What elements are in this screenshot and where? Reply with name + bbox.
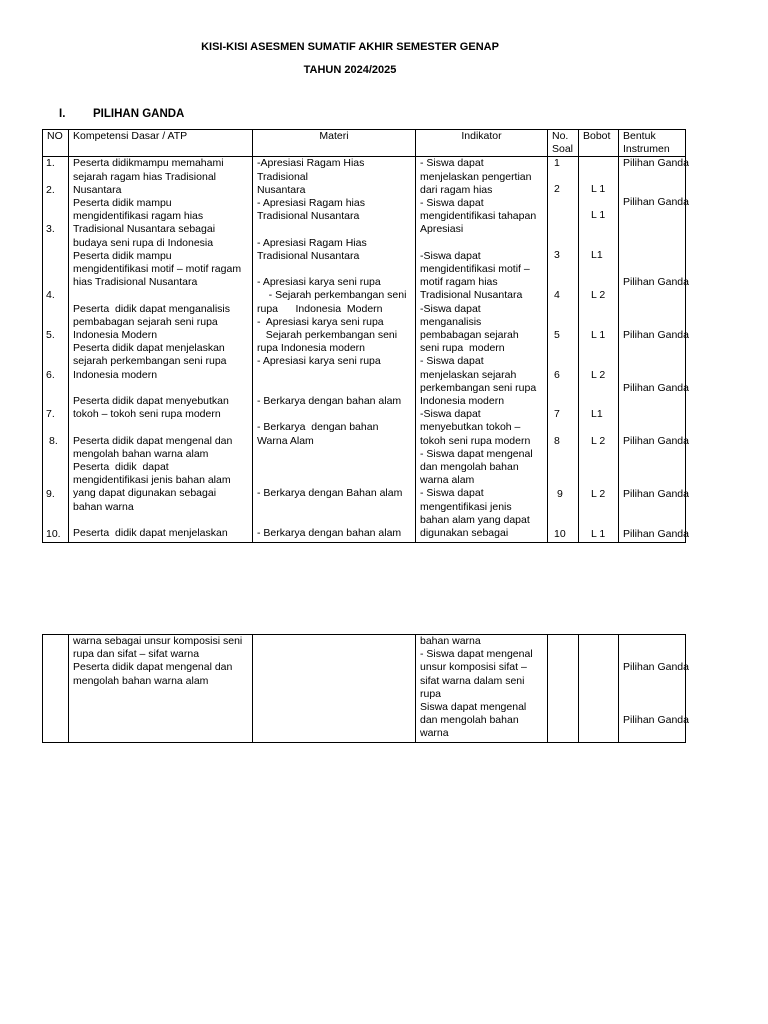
header-indikator: Indikator — [416, 130, 548, 157]
bobot-value: L 1 — [591, 528, 606, 541]
document-title: KISI-KISI ASESMEN SUMATIF AKHIR SEMESTER GENAP — [201, 41, 499, 53]
cell-materi-text — [253, 635, 416, 743]
cell-bentuk-column — [619, 635, 689, 743]
cell-bentuk-column — [619, 157, 689, 543]
bentuk-value: Pilihan Ganda — [623, 488, 689, 501]
header-no: NO — [43, 130, 69, 157]
soal-number: 10 — [554, 528, 566, 541]
table-body-row — [43, 157, 686, 543]
row-number: 2. — [46, 184, 55, 197]
table-header-row — [43, 130, 686, 157]
bentuk-value: Pilihan Ganda — [623, 196, 689, 209]
row-number: 8. — [49, 435, 58, 448]
soal-number: 2 — [554, 183, 560, 196]
bentuk-value: Pilihan Ganda — [623, 382, 689, 395]
cell-soal-column — [548, 635, 579, 743]
kisi-kisi-table-continued — [42, 634, 689, 743]
cell-bobot-column — [579, 157, 619, 543]
row-number: 10. — [46, 528, 61, 541]
soal-number: 7 — [554, 408, 560, 421]
bobot-value: L 2 — [591, 369, 606, 382]
row-number: 3. — [46, 223, 55, 236]
bentuk-value: Pilihan Ganda — [623, 157, 689, 170]
document-year: TAHUN 2024/2025 — [303, 64, 397, 76]
header-materi: Materi — [253, 130, 416, 157]
bobot-value: L 1 — [591, 209, 606, 222]
bobot-value: L 1 — [591, 329, 606, 342]
cell-no-column — [43, 635, 69, 743]
cell-kompetensi-text: warna sebagai unsur komposisi seni rupa dan sifat – sifat warna Peserta didik dapat mengenal dan mengolah bahan warna alam — [69, 635, 253, 743]
header-bobot: Bobot — [579, 130, 619, 157]
section-heading — [59, 108, 184, 120]
soal-number: 9 — [557, 488, 563, 501]
table-body-row — [43, 635, 686, 743]
cell-indikator-text: - Siswa dapat menjelaskan pengertian dari ragam hias - Siswa dapat mengidentifikasi tahapan Apresiasi -Siswa dapat mengidentifikasi motif – motif ragam hias Tradisional Nusantara -Siswa dapat menganalisis pembabagan sejarah seni rupa modern - Siswa dapat menjelaskan sejarah perkembangan seni rupa Indonesia modern -Siswa dapat menyebutkan tokoh – tokoh seni rupa modern - Siswa dapat mengenal dan mengolah bahan warna alam - Siswa dapat mengentifikasi jenis bahan alam yang dapat digunakan sebagai — [416, 157, 548, 543]
soal-number: 1 — [554, 157, 560, 170]
cell-indikator-text: bahan warna - Siswa dapat mengenal unsur komposisi sifat – sifat warna dalam seni rupa Siswa dapat mengenal dan mengolah bahan warna — [416, 635, 548, 743]
row-number: 6. — [46, 369, 55, 382]
bentuk-value: Pilihan Ganda — [623, 435, 689, 448]
bobot-value: L 1 — [591, 183, 606, 196]
header-no-soal: No. Soal — [548, 130, 579, 157]
bentuk-value: Pilihan Ganda — [623, 329, 689, 342]
soal-number: 3 — [554, 249, 560, 262]
cell-no-column — [43, 157, 69, 543]
bobot-value: L1 — [591, 249, 603, 262]
soal-number: 4 — [554, 289, 560, 302]
bobot-value: L 2 — [591, 289, 606, 302]
kisi-kisi-table — [42, 129, 689, 543]
bobot-value: L 2 — [591, 435, 606, 448]
cell-bobot-column — [579, 635, 619, 743]
bentuk-value: Pilihan Ganda — [623, 276, 689, 289]
row-number: 9. — [46, 488, 55, 501]
bobot-value: L 2 — [591, 488, 606, 501]
row-number: 4. — [46, 289, 55, 302]
row-number: 7. — [46, 408, 55, 421]
bentuk-value: Pilihan Ganda — [623, 528, 689, 541]
soal-number: 5 — [554, 329, 560, 342]
cell-soal-column — [548, 157, 579, 543]
bobot-value: L1 — [591, 408, 603, 421]
section-label: PILIHAN GANDA — [93, 108, 185, 120]
row-number: 1. — [46, 157, 55, 170]
header-bentuk: Bentuk Instrumen — [619, 130, 686, 157]
cell-materi-text: -Apresiasi Ragam Hias Tradisional Nusantara - Apresiasi Ragam hias Tradisional Nusantara - Apresiasi Ragam Hias Tradisional Nusantara - Apresiasi karya seni rupa - Sejarah perkembangan seni rupa Indonesia Modern - Apresiasi karya seni rupa Sejarah perkembangan seni rupa Indonesia modern - Apresiasi karya seni rupa - Berkarya dengan bahan alam - Berkarya dengan bahan Warna Alam - Berkarya dengan Bahan alam - Berkarya dengan bahan alam — [253, 157, 416, 543]
header-kompetensi: Kompetensi Dasar / ATP — [69, 130, 253, 157]
cell-kompetensi-text: Peserta didikmampu memahami sejarah ragam hias Tradisional Nusantara Peserta didik mampu mengidentifikasi ragam hias Tradisional Nusantara sebagai budaya seni rupa di Indonesia Peserta didik mampu mengidentifikasi motif – motif ragam hias Tradisional Nusantara Peserta didik dapat menganalisis pembabagan sejarah seni rupa Indonesia Modern Peserta didik dapat menjelaskan sejarah perkembangan seni rupa Indonesia modern Peserta didik dapat menyebutkan tokoh – tokoh seni rupa modern Peserta didik dapat mengenal dan mengolah bahan warna alam Peserta didik dapat mengidentifikasi jenis bahan alam yang dapat digunakan sebagai bahan warna Peserta didik dapat menjelaskan — [69, 157, 253, 543]
row-number: 5. — [46, 329, 55, 342]
soal-number: 8 — [554, 435, 560, 448]
section-number: I. — [59, 108, 66, 120]
bentuk-value: Pilihan Ganda — [623, 714, 689, 726]
bentuk-value: Pilihan Ganda — [623, 661, 689, 673]
soal-number: 6 — [554, 369, 560, 382]
